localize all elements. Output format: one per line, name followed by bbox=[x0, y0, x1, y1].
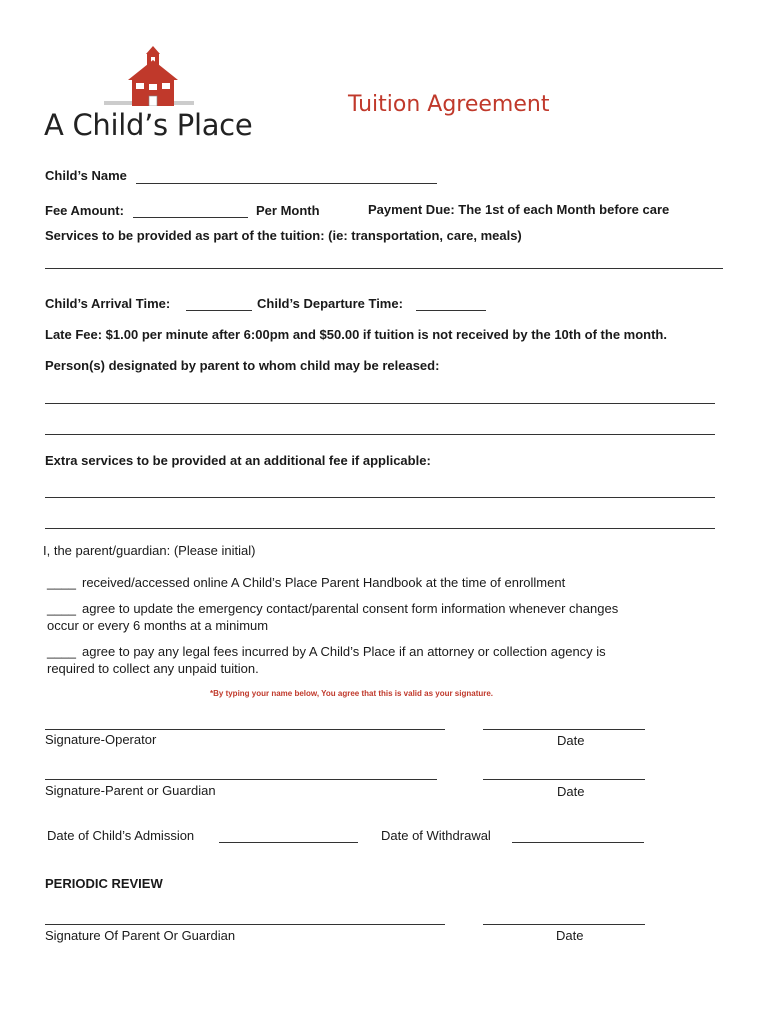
parent-signature-label: Signature-Parent or Guardian bbox=[45, 783, 216, 798]
review-date-label: Date bbox=[556, 928, 584, 943]
arrival-time-field[interactable] bbox=[186, 310, 252, 311]
review-date-field[interactable] bbox=[483, 924, 645, 925]
services-field[interactable] bbox=[45, 268, 723, 269]
withdrawal-date-label: Date of Withdrawal bbox=[381, 828, 491, 843]
operator-signature-label: Signature-Operator bbox=[45, 732, 157, 747]
late-fee-text: Late Fee: $1.00 per minute after 6:00pm and $50.00 if tuition is not received by the 10th of the month. bbox=[45, 327, 667, 342]
admission-date-label: Date of Child’s Admission bbox=[47, 828, 195, 843]
initial-item-3-line1: agree to pay any legal fees incurred by A Child’s Place if an attorney or collection agency is bbox=[82, 644, 606, 659]
fee-amount-label: Fee Amount: bbox=[45, 203, 124, 218]
parent-signature-field[interactable] bbox=[45, 779, 437, 780]
designated-persons-field-1[interactable] bbox=[45, 403, 715, 404]
childs-name-label: Child’s Name bbox=[45, 168, 127, 183]
childs-name-field[interactable] bbox=[136, 183, 437, 184]
services-label: Services to be provided as part of the tuition: (ie: transportation, care, meals) bbox=[45, 228, 522, 243]
arrival-time-label: Child’s Arrival Time: bbox=[45, 296, 171, 311]
schoolhouse-icon bbox=[104, 44, 194, 106]
extra-services-field-1[interactable] bbox=[45, 497, 715, 498]
initial-blank-1[interactable]: ____ bbox=[47, 575, 76, 590]
operator-date-label: Date bbox=[557, 733, 585, 748]
withdrawal-date-field[interactable] bbox=[512, 842, 644, 843]
designated-persons-label: Person(s) designated by parent to whom child may be released: bbox=[45, 358, 440, 373]
operator-date-field[interactable] bbox=[483, 729, 645, 730]
initial-blank-2[interactable]: ____ bbox=[47, 601, 76, 616]
initial-item-1: received/accessed online A Child’s Place Parent Handbook at the time of enrollment bbox=[82, 575, 566, 590]
review-signature-label: Signature Of Parent Or Guardian bbox=[45, 928, 236, 943]
page-title: Tuition Agreement bbox=[348, 92, 550, 117]
initials-intro: I, the parent/guardian: (Please initial) bbox=[43, 543, 256, 558]
payment-due-label: Payment Due: The 1st of each Month before care bbox=[368, 202, 670, 217]
extra-services-label: Extra services to be provided at an additional fee if applicable: bbox=[45, 453, 431, 468]
admission-date-field[interactable] bbox=[219, 842, 358, 843]
parent-date-field[interactable] bbox=[483, 779, 645, 780]
initial-item-2-line2: occur or every 6 months at a minimum bbox=[47, 618, 269, 633]
designated-persons-field-2[interactable] bbox=[45, 434, 715, 435]
periodic-review-heading: PERIODIC REVIEW bbox=[45, 876, 163, 891]
operator-signature-field[interactable] bbox=[45, 729, 445, 730]
parent-date-label: Date bbox=[557, 784, 585, 799]
departure-time-label: Child’s Departure Time: bbox=[257, 296, 403, 311]
extra-services-field-2[interactable] bbox=[45, 528, 715, 529]
review-signature-field[interactable] bbox=[45, 924, 445, 925]
fee-amount-field[interactable] bbox=[133, 217, 248, 218]
initial-blank-3[interactable]: ____ bbox=[47, 644, 76, 659]
per-month-label: Per Month bbox=[256, 203, 320, 218]
initial-item-2-line1: agree to update the emergency contact/parental consent form information whenever changes bbox=[82, 601, 619, 616]
departure-time-field[interactable] bbox=[416, 310, 486, 311]
logo-name: A Child’s Place bbox=[44, 108, 253, 142]
signature-note: *By typing your name below, You agree that this is valid as your signature. bbox=[210, 689, 494, 698]
logo bbox=[44, 44, 274, 144]
initial-item-3-line2: required to collect any unpaid tuition. bbox=[47, 661, 259, 676]
